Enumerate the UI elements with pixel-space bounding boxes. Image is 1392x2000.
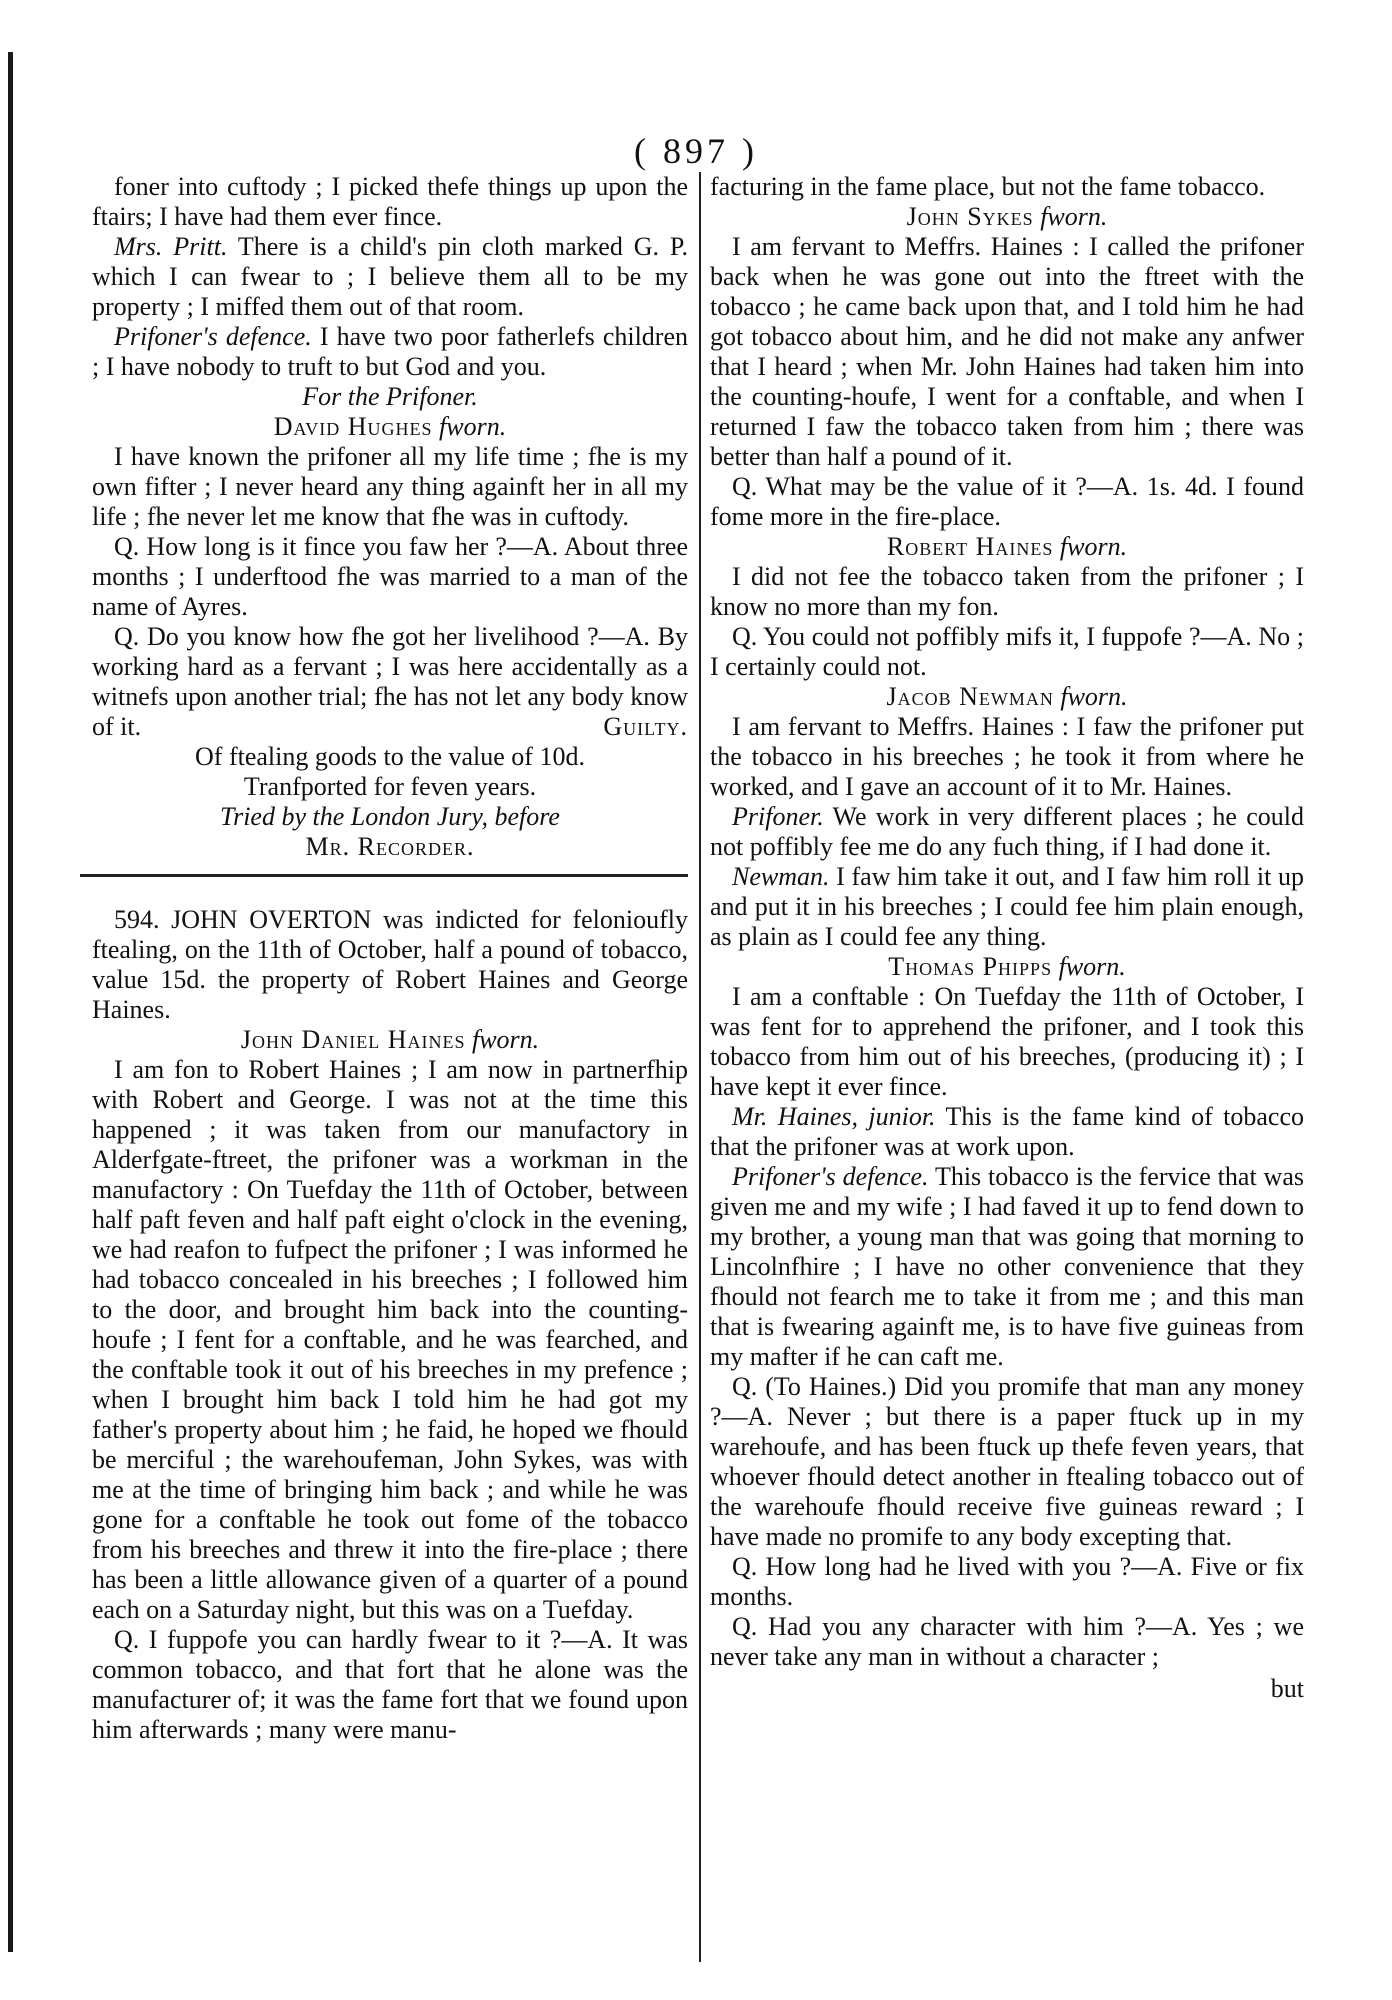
- paragraph: [92, 232, 688, 322]
- catchword-text: but: [1270, 1674, 1304, 1703]
- witness-heading: [710, 532, 1304, 562]
- paragraph-text: This tobacco is the fervice that was given me and my wife ; I had faved it up to fend down to my brother, a young man that was going that morning to Lincolnfhire ; I have no other convenience that they fhould not fearch me to take it from me ; and this man that is fwearing againft me, is to have five guineas from my mafter if he can caft me.: [710, 1162, 1304, 1371]
- sentence-text: Of ftealing goods to the value of 10d.: [195, 742, 585, 771]
- paragraph: [92, 172, 688, 232]
- paragraph: [710, 982, 1304, 1102]
- paragraph: [710, 472, 1304, 532]
- centered-heading: [92, 802, 688, 832]
- paragraph-text: I have two poor fatherlefs children ; I have nobody to truft to but God and you.: [92, 322, 689, 381]
- paragraph-text: Q. Had you any character with him ?—A. Yes ; we never take any man in without a character ;: [710, 1612, 1304, 1671]
- paragraph-text: I am fervant to Meffrs. Haines : I faw the prifoner put the tobacco in his breeches ; he took it from where he worked, and I gave an account of it to Mr. Haines.: [710, 712, 1304, 801]
- paragraph-text: I faw him take it out, and I faw him roll it up and put it in his breeches ; I could fee him plain enough, as plain as I could fee any thing.: [710, 862, 1304, 951]
- catchword: [710, 1674, 1304, 1704]
- witness-heading: [92, 1025, 688, 1055]
- sworn-label: fworn.: [1040, 202, 1108, 231]
- witness-heading: [710, 682, 1304, 712]
- paragraph: [710, 1612, 1304, 1672]
- speaker-label: Newman.: [732, 862, 830, 891]
- heading-text: For the Prifoner.: [302, 382, 478, 411]
- speaker-label: Prifoner's defence.: [114, 322, 312, 351]
- sworn-label: fworn.: [439, 412, 507, 441]
- case-entry: [92, 905, 688, 1025]
- left-column: [92, 172, 688, 1745]
- witness-name: John Sykes: [906, 202, 1034, 231]
- case-text: was indicted for felonioufly ftealing, on the 11th of October, half a pound of tobacco, value 15d. the property of Robert Haines and George Haines.: [92, 905, 688, 1024]
- paragraph-text: This is the fame kind of tobacco that the prifoner was at work upon.: [710, 1102, 1304, 1161]
- right-column: [710, 172, 1304, 1704]
- case-number: 594.: [114, 905, 160, 934]
- paragraph: [710, 622, 1304, 682]
- paragraph-text: I did not fee the tobacco taken from the prifoner ; I know no more than my fon.: [710, 562, 1304, 621]
- verdict: [92, 712, 688, 742]
- paragraph: [710, 802, 1304, 862]
- paragraph-text: Q. I fuppofe you can hardly fwear to it ?—A. It was common tobacco, and that fort that he alone was the manufacturer of; it was the fame fort that we found upon him afterwards ; many were manu-: [92, 1625, 688, 1744]
- paragraph-text: Q. How long had he lived with you ?—A. Five or fix months.: [710, 1552, 1304, 1611]
- paragraph: [710, 1552, 1304, 1612]
- paragraph-text: Q. What may be the value of it ?—A. 1s. 4d. I found fome more in the fire-place.: [710, 472, 1304, 531]
- recorder-line: [92, 832, 688, 862]
- paragraph-text: I am fervant to Meffrs. Haines : I called the prifoner back when he was gone out into the ftreet with the tobacco ; he came back upon that, and I told him he had got tobacco about him, and he did not make any anfwer that I heard ; when Mr. John Haines had taken him into the counting-houfe, I went for a conftable, and when I returned I faw the tobacco taken from him ; there was better than half a pound of it.: [710, 232, 1304, 471]
- verdict-text: Guilty.: [603, 712, 688, 741]
- section-rule: [80, 874, 688, 877]
- paragraph: [710, 562, 1304, 622]
- paragraph-text: I am a conftable : On Tuefday the 11th of October, I was fent for to apprehend the prifoner, and I took this tobacco from him out of his breeches, (producing it) ; I have kept it ever fince.: [710, 982, 1304, 1101]
- sentence-text: Tranfported for feven years.: [243, 772, 537, 801]
- recorder-text: Mr. Recorder.: [305, 832, 475, 861]
- witness-heading: [92, 412, 688, 442]
- paragraph: [710, 1372, 1304, 1552]
- paragraph-text: Q. How long is it fince you faw her ?—A. About three months ; I underftood fhe was married to a man of the name of Ayres.: [92, 532, 688, 621]
- paragraph: [92, 1625, 688, 1745]
- defendant-name: JOHN OVERTON: [159, 905, 372, 934]
- sworn-label: fworn.: [471, 1025, 540, 1054]
- paragraph-text: I have known the prifoner all my life time ; fhe is my own fifter ; I never heard any thing againft her in all my life ; fhe never let me know that fhe was in cuftody.: [92, 442, 688, 531]
- paragraph: [710, 712, 1304, 802]
- sworn-label: fworn.: [1059, 532, 1128, 561]
- paragraph: [92, 442, 688, 532]
- column-divider: [699, 172, 701, 1962]
- page-number: ( 897 ): [634, 131, 758, 171]
- paragraph: [92, 1055, 688, 1625]
- witness-name: Thomas Phipps: [888, 952, 1053, 981]
- paragraph-text: There is a child's pin cloth marked G. P. which I can fwear to ; I believe them all to be my property ; I miffed them out of that room.: [92, 232, 688, 321]
- paragraph: [92, 532, 688, 622]
- paragraph-text: Q. You could not poffibly mifs it, I fuppofe ?—A. No ; I certainly could not.: [710, 622, 1304, 681]
- margin-rule: [8, 52, 13, 1952]
- sworn-label: fworn.: [1058, 952, 1126, 981]
- paragraph-text: Q. (To Haines.) Did you promife that man any money ?—A. Never ; but there is a paper ftuck up in my warehoufe, and has been ftuck up thefe feven years, that whoever fhould detect another in ftealing tobacco out of the warehoufe fhould receive five guineas reward ; I have made no promife to any body excepting that.: [710, 1372, 1304, 1551]
- paragraph-text: foner into cuftody ; I picked thefe things up upon the ftairs; I have had them ever fince.: [92, 172, 688, 231]
- witness-name: David Hughes: [273, 412, 433, 441]
- speaker-label: Prifoner's defence.: [732, 1162, 929, 1191]
- witness-heading: [710, 202, 1304, 232]
- paragraph-text: facturing in the fame place, but not the fame tobacco.: [710, 172, 1266, 201]
- paragraph: [710, 1102, 1304, 1162]
- centered-heading: [92, 382, 688, 412]
- heading-text: Tried by the London Jury, before: [220, 802, 560, 831]
- sentence-line: [92, 772, 688, 802]
- paragraph-text: We work in very different places ; he could not poffibly fee me do any fuch thing, if I had done it.: [710, 802, 1304, 861]
- paragraph: [710, 1162, 1304, 1372]
- sentence-line: [92, 742, 688, 772]
- witness-heading: [710, 952, 1304, 982]
- speaker-label: Mr. Haines, junior.: [732, 1102, 936, 1131]
- paragraph-text: Q. Do you know how fhe got her livelihood ?—A. By working hard as a fervant ; I was here accidentally as a witnefs upon another trial; fhe has not let any body know of it.: [92, 622, 688, 741]
- paragraph: [710, 172, 1304, 202]
- witness-name: John Daniel Haines: [240, 1025, 466, 1054]
- witness-name: Robert Haines: [886, 532, 1054, 561]
- paragraph: [710, 862, 1304, 952]
- speaker-label: Prifoner.: [732, 802, 824, 831]
- witness-name: Jacob Newman: [886, 682, 1054, 711]
- speaker-label: Mrs. Pritt.: [114, 232, 228, 261]
- paragraph: [92, 322, 688, 382]
- paragraph-text: I am fon to Robert Haines ; I am now in partnerfhip with Robert and George. I was not at the time this happened ; it was taken from our manufactory in Alderfgate-ftreet, the prifoner was a workman in the manufactory : On Tuefday the 11th of October, between half paft feven and half paft eight o'clock in the evening, we had reafon to fufpect the prifoner ; I was informed he had tobacco concealed in his breeches ; I followed him to the door, and brought him back into the counting-houfe ; I fent for a conftable, and he was fearched, and the conftable took it out of his breeches in my prefence ; when I brought him back I told him he had got my father's property about him ; he faid, he hoped we fhould be merciful ; the warehoufeman, John Sykes, was with me at the time of bringing him back ; and while he was gone for a conftable he took out fome of the tobacco from his breeches and threw it into the fire-place ; there has been a little allowance given of a quarter of a pound each on a Saturday night, but this was on a Tuefday.: [92, 1055, 688, 1624]
- paragraph: [710, 232, 1304, 472]
- sworn-label: fworn.: [1060, 682, 1128, 711]
